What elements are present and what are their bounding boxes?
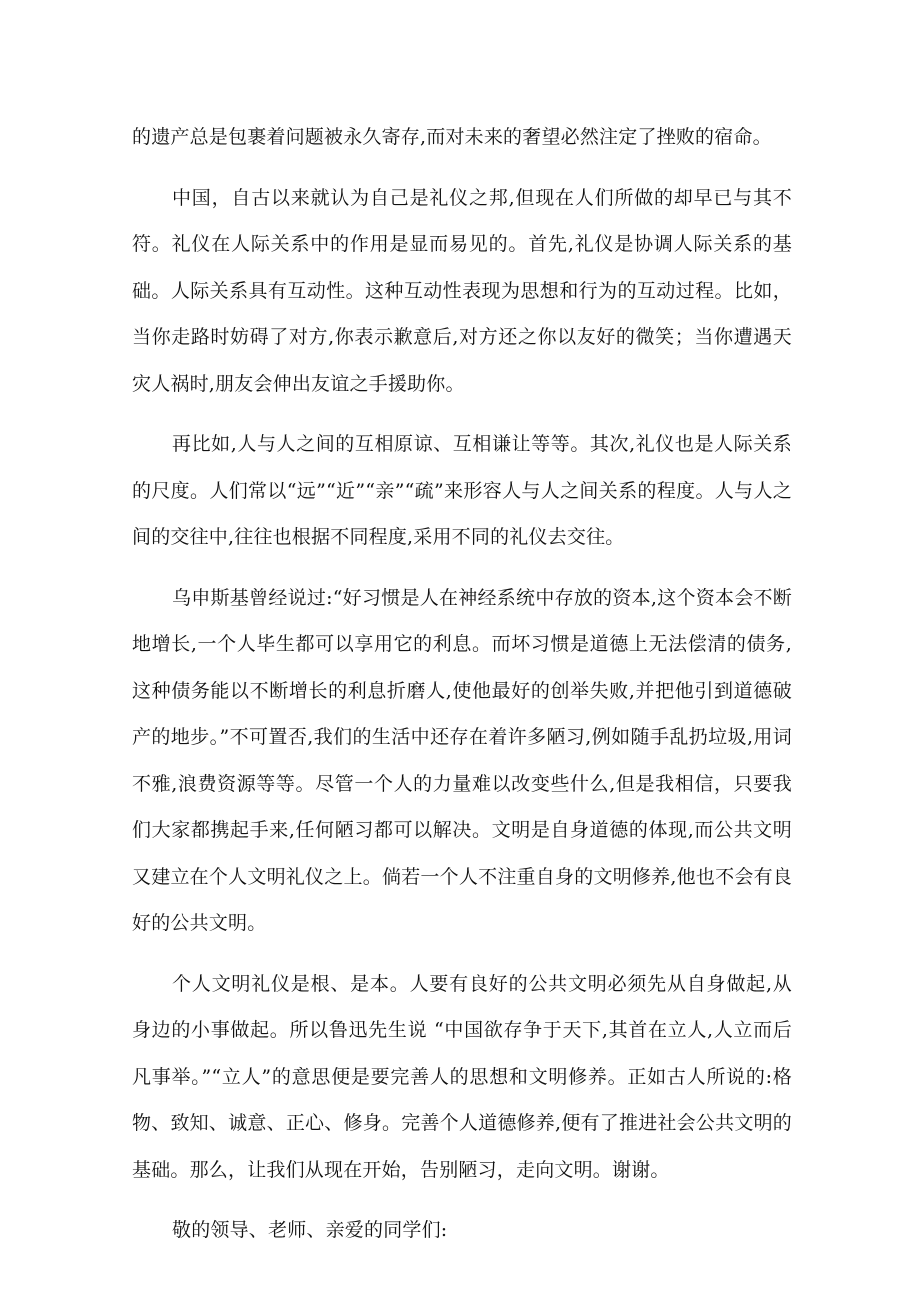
paragraph-2: 中国，自古以来就认为自己是礼仪之邦,但现在人们所做的却早已与其不符。礼仪在人际关系中的作用是显而易见的。首先,礼仪是协调人际关系的基础。人际关系具有互动性。这种互动性表现为思想和行为的互动过程。比如，当你走路时妨碍了对方,你表示歉意后,对方还之你以友好的微笑；当你遭遇天灾人祸时,朋友会伸出友谊之手援助你。: [132, 186, 792, 395]
document-body: [132, 114, 792, 1254]
paragraph-6: 敬的领导、老师、亲爱的同学们:: [172, 1219, 448, 1241]
paragraph-3: 再比如,人与人之间的互相原谅、互相谦让等等。其次,礼仪也是人际关系的尺度。人们常以“远”“近”“亲”“疏”来形容人与人之间关系的程度。人与人之间的交往中,往往也根据不同程度,采用不同的礼仪去交往。: [132, 433, 792, 548]
paragraph-4: 乌申斯基曾经说过:“好习惯是人在神经系统中存放的资本,这个资本会不断地增长,一个人毕生都可以享用它的利息。而坏习惯是道德上无法偿清的债务,这种债务能以不断增长的利息折磨人,使他最好的创举失败,并把他引到道德破产的地步。”不可置否,我们的生活中还存在着许多陋习,例如随手乱扔垃圾,用词不雅,浪费资源等等。尽管一个人的力量难以改变些什么,但是我相信，只要我们大家都携起手来,任何陋习都可以解决。文明是自身道德的体现,而公共文明又建立在个人文明礼仪之上。倘若一个人不注重自身的文明修养,他也不会有良好的公共文明。: [132, 586, 792, 934]
paragraph-5: 个人文明礼仪是根、是本。人要有良好的公共文明必须先从自身做起,从身边的小事做起。所以鲁迅先生说 “中国欲存争于天下,其首在立人,人立而后凡事举。”“立人”的意思便是要完善人的思想和文明修养。正如古人所说的:格物、致知、诚意、正心、修身。完善个人道德修养,便有了推进社会公共文明的基础。那么，让我们从现在开始，告别陋习，走向文明。谢谢。: [132, 972, 792, 1181]
paragraph-1: 的遗产总是包裹着问题被永久寄存,而对未来的奢望必然注定了挫败的宿命。: [132, 126, 772, 148]
